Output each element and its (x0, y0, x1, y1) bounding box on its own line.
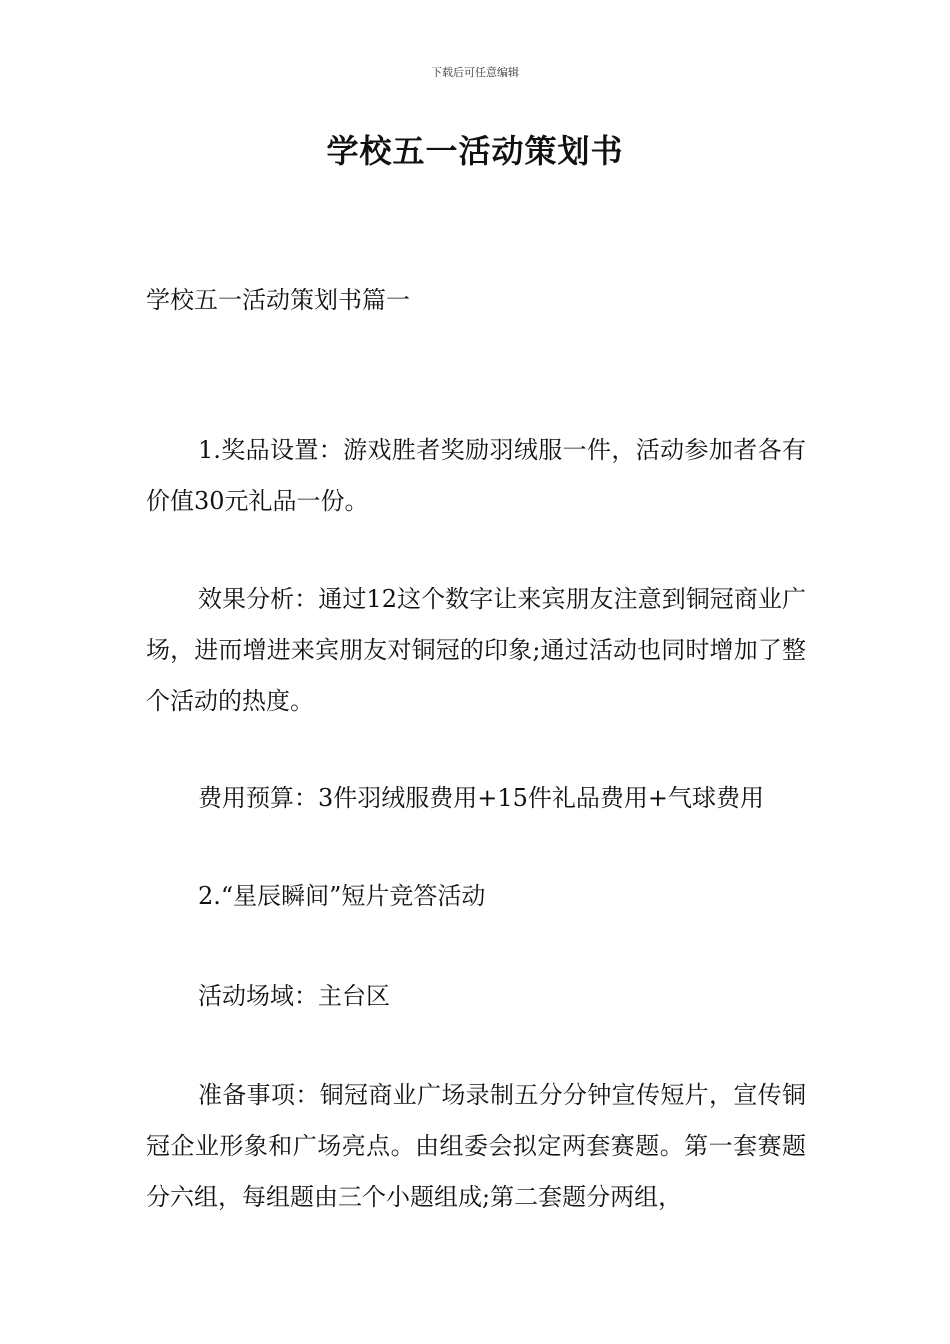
paragraph-effect-analysis: 效果分析：通过12这个数字让来宾朋友注意到铜冠商业广场，进而增进来宾朋友对铜冠的印象;通过活动也同时增加了整个活动的热度。 (146, 585, 806, 715)
document-title: 学校五一活动策划书 (326, 132, 624, 170)
section-heading: 学校五一活动策划书篇一 (146, 286, 410, 314)
paragraph-prize-settings: 1.奖品设置：游戏胜者奖励羽绒服一件，活动参加者各有价值30元礼品一份。 (146, 436, 806, 515)
paragraph-quiz-activity: 2.“星辰瞬间”短片竞答活动 (198, 882, 486, 910)
paragraph-preparation: 准备事项：铜冠商业广场录制五分分钟宣传短片，宣传铜冠企业形象和广场亮点。由组委会拟定两套赛题。第一套赛题分六组，每组题由三个小题组成;第二套题分两组， (146, 1081, 806, 1211)
paragraph-budget: 费用预算：3件羽绒服费用+15件礼品费用+气球费用 (198, 784, 765, 812)
header-note: 下载后可任意编辑 (431, 66, 519, 79)
paragraph-venue: 活动场域：主台区 (198, 982, 390, 1010)
